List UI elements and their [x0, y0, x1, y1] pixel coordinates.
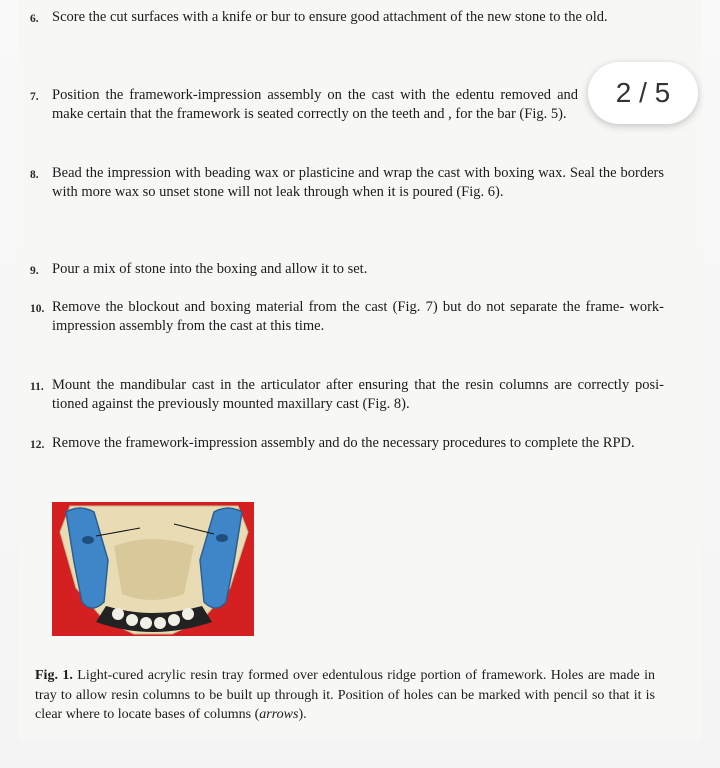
step-number: 10.	[30, 303, 45, 315]
step-6	[30, 8, 664, 27]
step-8	[30, 164, 664, 202]
caption-label: Fig. 1.	[35, 668, 73, 683]
dental-cast-illustration	[52, 502, 254, 636]
step-12	[30, 434, 664, 453]
step-text: Score the cut surfaces with a knife or bur to ensure good attachment of the new stone to the old.	[52, 9, 608, 25]
step-7	[30, 86, 578, 124]
step-text: Remove the framework-impression assembly and do the necessary procedures to complete the RPD.	[52, 435, 635, 451]
figure-1-caption	[35, 666, 655, 725]
step-number: 8.	[30, 169, 39, 181]
page-indicator: 2 / 5	[588, 62, 698, 124]
caption-text: Light-cured acrylic resin tray formed over edentulous ridge portion of framework. Holes are made in tray to allow resin columns to be built up through it. Position of holes can be marked with pencil so that it is clear where to locate bases of columns (	[35, 668, 655, 722]
step-number: 6.	[30, 13, 39, 25]
step-11	[30, 376, 664, 414]
step-9	[30, 260, 664, 279]
caption-italic: arrows	[259, 707, 299, 722]
step-number: 9.	[30, 265, 39, 277]
figure-1-photo	[52, 502, 254, 636]
step-10	[30, 298, 664, 336]
step-text: Pour a mix of stone into the boxing and allow it to set.	[52, 261, 368, 277]
step-text: Position the framework-impression assembly on the cast with the edentu removed and make certain that the framework is seated correctly on the teeth and , for the bar (Fig. 5).	[52, 87, 578, 122]
caption-end: ).	[298, 707, 307, 722]
step-text: Bead the impression with beading wax or plasticine and wrap the cast with boxing wax. Seal the borders with more wax so unset stone will not leak through when it is poured (Fig. 6).	[52, 165, 664, 200]
step-text: Mount the mandibular cast in the articulator after ensuring that the resin columns are correctly posi- tioned against the previously mounted maxillary cast (Fig. 8).	[52, 377, 664, 412]
step-number: 12.	[30, 439, 45, 451]
step-number: 7.	[30, 91, 39, 103]
step-number: 11.	[30, 381, 44, 393]
step-text: Remove the blockout and boxing material from the cast (Fig. 7) but do not separate the frame- work-impression assembly from the cast at this time.	[52, 299, 664, 334]
